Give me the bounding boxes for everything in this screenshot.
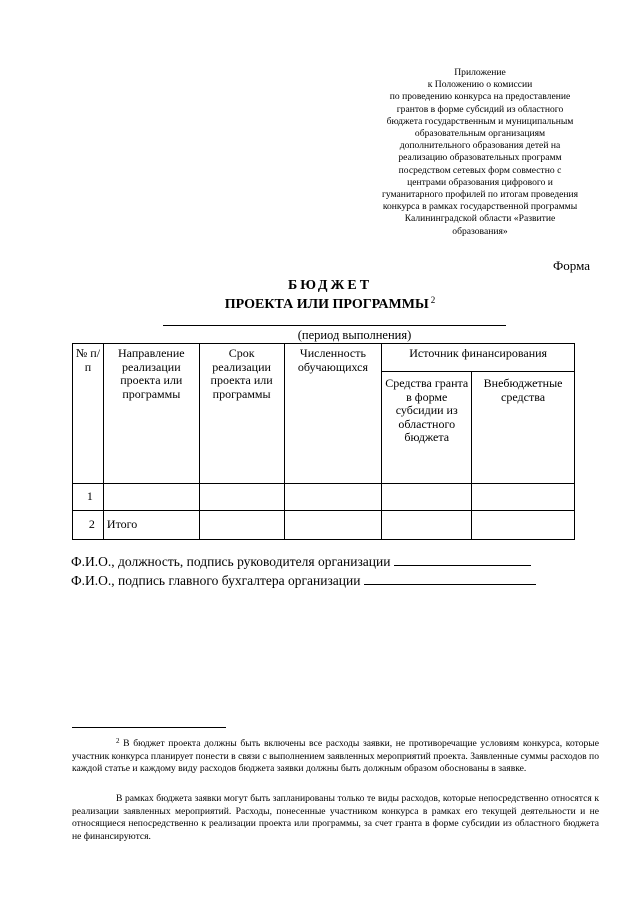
header-students: Численность обучающихся [284, 344, 382, 484]
header-extrabudgetary-funds: Внебюджетные средства [472, 372, 575, 484]
appendix-line: дополнительного образования детей на [399, 140, 561, 152]
header-funding-source: Источник финансирования [382, 344, 575, 372]
signature-accountant-label: Ф.И.О., подпись главного бухгалтера организации [71, 573, 361, 588]
footnote-paragraph-2 [72, 793, 599, 843]
footnote-paragraph-1 [72, 735, 599, 776]
table-cell [382, 484, 472, 511]
footnote-text-2: В рамках бюджета заявки могут быть запланированы только те виды расходов, которые непосредственно относятся к реализации заявленных мероприятий. Расходы, понесенные участником конкурса в рамках его текущей деятельности и не относящиеся непосредственно к реализации проекта или программы, за счет гранта в форме субсидии из областного бюджета не финансируются. [72, 793, 599, 842]
row-number: 1 [73, 484, 104, 511]
form-label: Форма [553, 258, 590, 273]
appendix-note [350, 67, 610, 238]
budget-table [72, 343, 575, 540]
table-cell [103, 484, 199, 511]
signature-accountant-blank [364, 572, 536, 585]
table-cell [284, 484, 382, 511]
header-term: Срок реализации проекта или программы [199, 344, 284, 484]
appendix-line: Приложение [454, 67, 506, 78]
document-title: БЮДЖЕТ [287, 278, 373, 293]
table-cell [199, 511, 284, 540]
total-label: Итого [103, 511, 199, 540]
appendix-line: реализацию образовательных программ [398, 152, 562, 164]
signature-accountant [71, 572, 536, 589]
table-cell [199, 484, 284, 511]
appendix-line: гуманитарного профилей по итогам проведения [381, 189, 579, 201]
appendix-line: посредством сетевых форм совместно с [398, 164, 562, 176]
appendix-line: конкурса в рамках государственной программы [382, 201, 578, 213]
header-direction: Направление реализации проекта или программы [103, 344, 199, 484]
table-cell [472, 511, 575, 540]
subtitle-text: ПРОЕКТА ИЛИ ПРОГРАММЫ [224, 297, 429, 312]
footnote-separator [72, 727, 226, 728]
signature-head-label: Ф.И.О., должность, подпись руководителя организации [71, 554, 391, 569]
table-row [73, 511, 575, 540]
appendix-line: к Положению о комиссии [427, 79, 533, 91]
document-subtitle [0, 295, 640, 313]
period-blank-line [163, 325, 506, 326]
table-cell [472, 484, 575, 511]
footnote-reference: 2 [430, 295, 436, 305]
footnote-text-1: В бюджет проекта должны быть включены все расходы заявки, не противоречащие условиям конкурса, которые участник конкурса планирует понести в связи с выполнением заявленных мероприятий проекта. Заявленные суммы расходов по каждой статье и каждому виду расходов бюджета заявки должны быть должным образом обоснованы в заявке. [72, 738, 599, 775]
signature-head [71, 553, 531, 570]
table-row [73, 484, 575, 511]
table-cell [382, 511, 472, 540]
header-number: № п/п [73, 344, 104, 484]
appendix-line: бюджета государственным и муниципальным [386, 115, 574, 127]
appendix-line: центрами образования цифрового и [407, 176, 553, 188]
appendix-line: по проведению конкурса на предоставление [389, 91, 571, 103]
footnote-marker: 2 [116, 737, 120, 745]
header-grant-funds: Средства гранта в форме субсидии из областного бюджета [382, 372, 472, 484]
appendix-line: образовательным организациям [414, 128, 546, 140]
table-cell [284, 511, 382, 540]
appendix-line: образования» [452, 225, 508, 237]
appendix-line: грантов в форме субсидий из областного [396, 103, 564, 115]
signature-head-blank [394, 553, 531, 566]
row-number: 2 [73, 511, 104, 540]
period-label: (период выполнения) [297, 328, 412, 342]
appendix-line: Калининградской области «Развитие [404, 213, 556, 225]
